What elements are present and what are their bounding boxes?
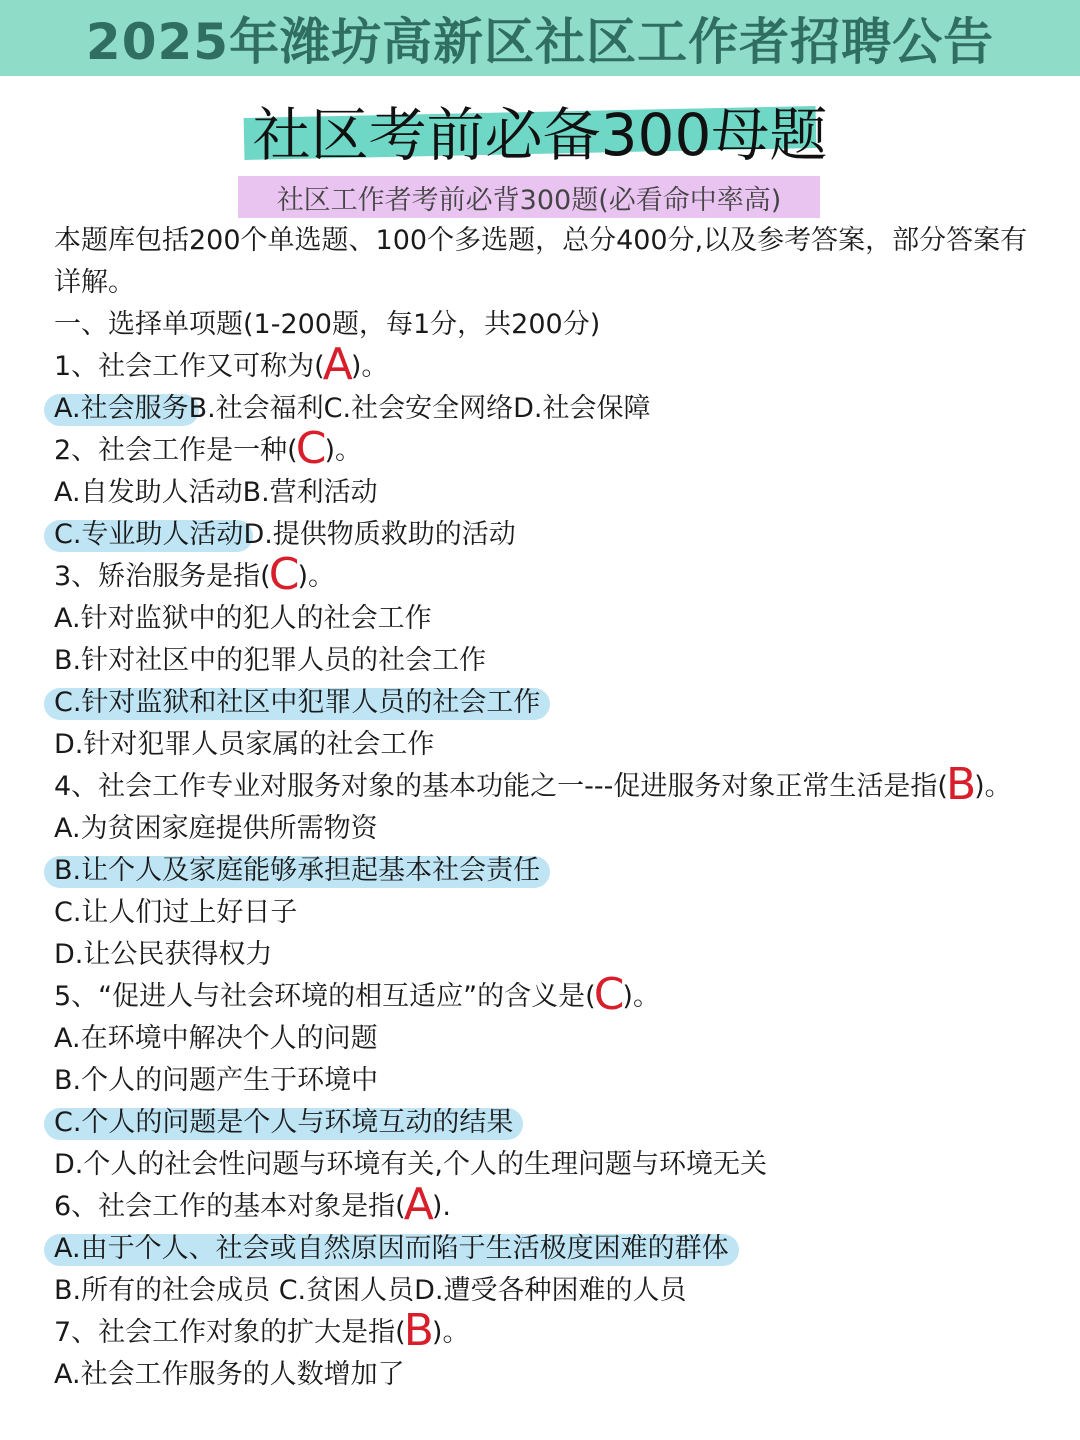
question-text: 6、社会工作的基本对象是指( xyxy=(54,1191,406,1222)
option-line xyxy=(54,1144,1044,1186)
option-line xyxy=(54,1018,1044,1060)
question-3 xyxy=(54,549,1044,600)
option-line xyxy=(54,640,1044,682)
question-tail: )。 xyxy=(622,981,660,1012)
banner-text: 2025年潍坊高新区社区工作者招聘公告 xyxy=(85,13,995,71)
intro-text: 本题库包括200个单选题、100个多选题，总分400分,以及参考答案，部分答案有详解。 xyxy=(54,225,1028,298)
option-text: A.在环境中解决个人的问题 xyxy=(54,1023,378,1054)
handwritten-answer: B xyxy=(403,1305,434,1356)
option-text: B.所有的社会成员 C.贫困人员D.遭受各种困难的人员 xyxy=(54,1275,687,1306)
handwritten-answer: B xyxy=(945,759,977,810)
section-heading: 一、选择单项题(1-200题，每1分，共200分) xyxy=(54,309,601,340)
option-text: A.社会工作服务的人数增加了 xyxy=(54,1359,405,1390)
option-line xyxy=(54,472,1044,514)
handwritten-answer: A xyxy=(322,339,353,390)
option-line xyxy=(54,934,1044,976)
option-text: D.提供物质救助的活动 xyxy=(243,519,516,550)
question-1 xyxy=(54,339,1044,390)
question-text: 5、“促进人与社会环境的相互适应”的含义是( xyxy=(54,981,596,1012)
option-text: D.针对犯罪人员家属的社会工作 xyxy=(54,729,435,760)
question-6 xyxy=(54,1179,1044,1230)
correct-option-highlight: C.针对监狱和社区中犯罪人员的社会工作 xyxy=(54,682,540,724)
title-block xyxy=(0,84,1080,169)
handwritten-answer: C xyxy=(295,423,327,474)
question-4 xyxy=(54,759,1044,810)
option-line xyxy=(54,682,1044,724)
option-line xyxy=(54,514,1044,556)
correct-option-highlight: A.社会服务 xyxy=(54,388,189,430)
question-text: 7、社会工作对象的扩大是指( xyxy=(54,1317,406,1348)
question-text: 3、矫治服务是指( xyxy=(54,561,271,592)
question-7 xyxy=(54,1305,1044,1356)
page-title: 社区考前必备300母题 xyxy=(252,101,828,169)
option-text: B.针对社区中的犯罪人员的社会工作 xyxy=(54,645,487,676)
option-line xyxy=(54,1270,1044,1312)
question-tail: )。 xyxy=(974,771,1012,802)
correct-option-highlight: C.个人的问题是个人与环境互动的结果 xyxy=(54,1102,513,1144)
question-tail: )。 xyxy=(297,561,335,592)
option-line xyxy=(54,1060,1044,1102)
question-tail: )。 xyxy=(350,351,389,382)
option-text: B.社会福利C.社会安全网络D.社会保障 xyxy=(188,393,651,424)
top-banner xyxy=(0,0,1080,76)
option-text: C.让人们过上好日子 xyxy=(54,897,298,928)
option-line xyxy=(54,892,1044,934)
subtitle: 社区工作者考前必背300题(必看命中率高) xyxy=(276,184,782,216)
option-text: A.为贫困家庭提供所需物资 xyxy=(54,813,378,844)
handwritten-answer: A xyxy=(403,1179,434,1230)
question-text: 2、社会工作是一种( xyxy=(54,435,298,466)
option-text: A.针对监狱中的犯人的社会工作 xyxy=(54,603,432,634)
option-line xyxy=(54,598,1044,640)
option-line xyxy=(54,724,1044,766)
option-line xyxy=(54,850,1044,892)
handwritten-answer: C xyxy=(268,549,300,600)
question-tail: )。 xyxy=(324,435,362,466)
option-line xyxy=(54,808,1044,850)
question-2 xyxy=(54,423,1044,474)
question-tail: ). xyxy=(431,1191,451,1222)
question-5 xyxy=(54,969,1044,1020)
question-text: 1、社会工作又可称为( xyxy=(54,351,325,382)
subtitle-block xyxy=(238,176,820,218)
option-line xyxy=(54,1354,1044,1396)
correct-option-highlight: B.让个人及家庭能够承担起基本社会责任 xyxy=(54,850,540,892)
question-list xyxy=(54,220,1044,1396)
option-text: D.让公民获得权力 xyxy=(54,939,273,970)
option-text: D.个人的社会性问题与环境有关,个人的生理问题与环境无关 xyxy=(54,1149,767,1180)
correct-option-highlight: A.由于个人、社会或自然原因而陷于生活极度困难的群体 xyxy=(54,1228,729,1270)
question-tail: )。 xyxy=(431,1317,470,1348)
option-text: A.自发助人活动B.营利活动 xyxy=(54,477,378,508)
option-line xyxy=(54,1228,1044,1270)
correct-option-highlight: C.专业助人活动 xyxy=(54,514,243,556)
question-text: 4、社会工作专业对服务对象的基本功能之一---促进服务对象正常生活是指( xyxy=(54,771,948,802)
option-line xyxy=(54,1102,1044,1144)
option-text: B.个人的问题产生于环境中 xyxy=(54,1065,379,1096)
option-line xyxy=(54,388,1044,430)
handwritten-answer: C xyxy=(593,969,625,1020)
